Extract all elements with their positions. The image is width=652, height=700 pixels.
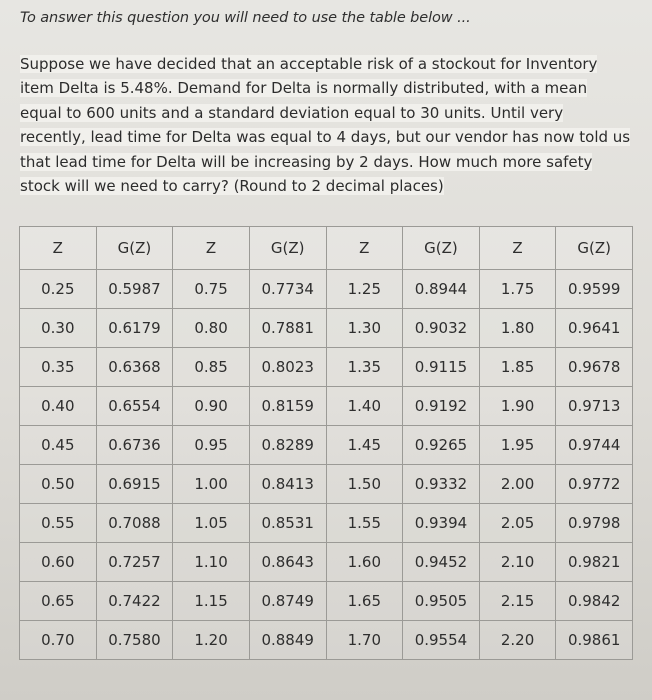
z-value-cell: 0.40	[20, 387, 97, 426]
table-row	[20, 309, 633, 348]
z-value-cell: 2.05	[479, 504, 556, 543]
gz-value-cell: 0.9744	[556, 426, 633, 465]
z-value-cell: 1.20	[173, 621, 250, 660]
normal-distribution-table	[19, 226, 633, 660]
z-value-cell: 0.95	[173, 426, 250, 465]
z-value-cell: 2.10	[479, 543, 556, 582]
gz-value-cell: 0.9798	[556, 504, 633, 543]
z-value-cell: 1.85	[479, 348, 556, 387]
gz-value-cell: 0.8944	[403, 270, 480, 309]
gz-value-cell: 0.8023	[249, 348, 326, 387]
z-value-cell: 1.15	[173, 582, 250, 621]
gz-value-cell: 0.9505	[403, 582, 480, 621]
z-value-cell: 0.75	[173, 270, 250, 309]
column-header-gz: G(Z)	[96, 227, 173, 270]
gz-value-cell: 0.9772	[556, 465, 633, 504]
table-row	[20, 465, 633, 504]
z-value-cell: 1.25	[326, 270, 403, 309]
gz-value-cell: 0.8159	[249, 387, 326, 426]
gz-value-cell: 0.8849	[249, 621, 326, 660]
z-value-cell: 1.95	[479, 426, 556, 465]
gz-value-cell: 0.7580	[96, 621, 173, 660]
gz-value-cell: 0.9394	[403, 504, 480, 543]
table-body	[20, 270, 633, 660]
gz-value-cell: 0.9265	[403, 426, 480, 465]
z-value-cell: 0.60	[20, 543, 97, 582]
z-value-cell: 1.90	[479, 387, 556, 426]
z-value-cell: 1.00	[173, 465, 250, 504]
gz-value-cell: 0.9192	[403, 387, 480, 426]
z-value-cell: 0.50	[20, 465, 97, 504]
question-body: Suppose we have decided that an acceptable risk of a stockout for Inventory item Delta is 5.48%. Demand for Delta is normally distributed, with a mean equal to 600 units and a standard deviation equal to 30 units. Until very recently, lead time for Delta was equal to 4 days, but our vendor has now told us that lead time for Delta will be increasing by 2 days. How much more safety stock will we need to carry? (Round to 2 decimal places)	[20, 55, 631, 196]
gz-value-cell: 0.6915	[96, 465, 173, 504]
column-header-gz: G(Z)	[403, 227, 480, 270]
z-value-cell: 1.40	[326, 387, 403, 426]
table-row	[20, 387, 633, 426]
z-value-cell: 2.20	[479, 621, 556, 660]
z-value-cell: 0.30	[20, 309, 97, 348]
gz-value-cell: 0.9032	[403, 309, 480, 348]
z-value-cell: 1.65	[326, 582, 403, 621]
z-value-cell: 2.00	[479, 465, 556, 504]
gz-value-cell: 0.8643	[249, 543, 326, 582]
z-value-cell: 0.90	[173, 387, 250, 426]
gz-value-cell: 0.9554	[403, 621, 480, 660]
gz-value-cell: 0.9713	[556, 387, 633, 426]
gz-value-cell: 0.7088	[96, 504, 173, 543]
column-header-z: Z	[326, 227, 403, 270]
gz-value-cell: 0.8749	[249, 582, 326, 621]
column-header-z: Z	[479, 227, 556, 270]
z-value-cell: 0.55	[20, 504, 97, 543]
gz-value-cell: 0.8531	[249, 504, 326, 543]
z-value-cell: 1.10	[173, 543, 250, 582]
table-row	[20, 504, 633, 543]
gz-value-cell: 0.7257	[96, 543, 173, 582]
gz-value-cell: 0.9332	[403, 465, 480, 504]
gz-value-cell: 0.5987	[96, 270, 173, 309]
gz-value-cell: 0.7734	[249, 270, 326, 309]
gz-value-cell: 0.9821	[556, 543, 633, 582]
intro-text: To answer this question you will need to use the table below ...	[20, 10, 471, 26]
z-value-cell: 1.30	[326, 309, 403, 348]
table-row	[20, 621, 633, 660]
gz-value-cell: 0.9842	[556, 582, 633, 621]
z-value-cell: 1.55	[326, 504, 403, 543]
gz-value-cell: 0.9678	[556, 348, 633, 387]
z-value-cell: 1.60	[326, 543, 403, 582]
table-row	[20, 543, 633, 582]
gz-value-cell: 0.6554	[96, 387, 173, 426]
z-value-cell: 1.70	[326, 621, 403, 660]
gz-value-cell: 0.9641	[556, 309, 633, 348]
table-row	[20, 348, 633, 387]
gz-value-cell: 0.9861	[556, 621, 633, 660]
z-value-cell: 0.80	[173, 309, 250, 348]
z-value-cell: 2.15	[479, 582, 556, 621]
z-value-cell: 0.70	[20, 621, 97, 660]
gz-value-cell: 0.9115	[403, 348, 480, 387]
z-value-cell: 1.05	[173, 504, 250, 543]
gz-value-cell: 0.6736	[96, 426, 173, 465]
question-text	[20, 52, 632, 198]
z-value-cell: 0.35	[20, 348, 97, 387]
gz-value-cell: 0.9452	[403, 543, 480, 582]
gz-value-cell: 0.7422	[96, 582, 173, 621]
table-row	[20, 270, 633, 309]
gz-value-cell: 0.9599	[556, 270, 633, 309]
column-header-z: Z	[20, 227, 97, 270]
z-value-cell: 1.75	[479, 270, 556, 309]
z-value-cell: 0.65	[20, 582, 97, 621]
gz-value-cell: 0.6179	[96, 309, 173, 348]
z-value-cell: 1.50	[326, 465, 403, 504]
z-value-cell: 0.25	[20, 270, 97, 309]
gz-value-cell: 0.8413	[249, 465, 326, 504]
gz-value-cell: 0.7881	[249, 309, 326, 348]
table-row	[20, 582, 633, 621]
column-header-gz: G(Z)	[556, 227, 633, 270]
column-header-gz: G(Z)	[249, 227, 326, 270]
table-header-row	[20, 227, 633, 270]
z-value-cell: 0.85	[173, 348, 250, 387]
z-value-cell: 1.35	[326, 348, 403, 387]
table-row	[20, 426, 633, 465]
z-value-cell: 0.45	[20, 426, 97, 465]
z-value-cell: 1.45	[326, 426, 403, 465]
z-value-cell: 1.80	[479, 309, 556, 348]
column-header-z: Z	[173, 227, 250, 270]
gz-value-cell: 0.8289	[249, 426, 326, 465]
gz-value-cell: 0.6368	[96, 348, 173, 387]
